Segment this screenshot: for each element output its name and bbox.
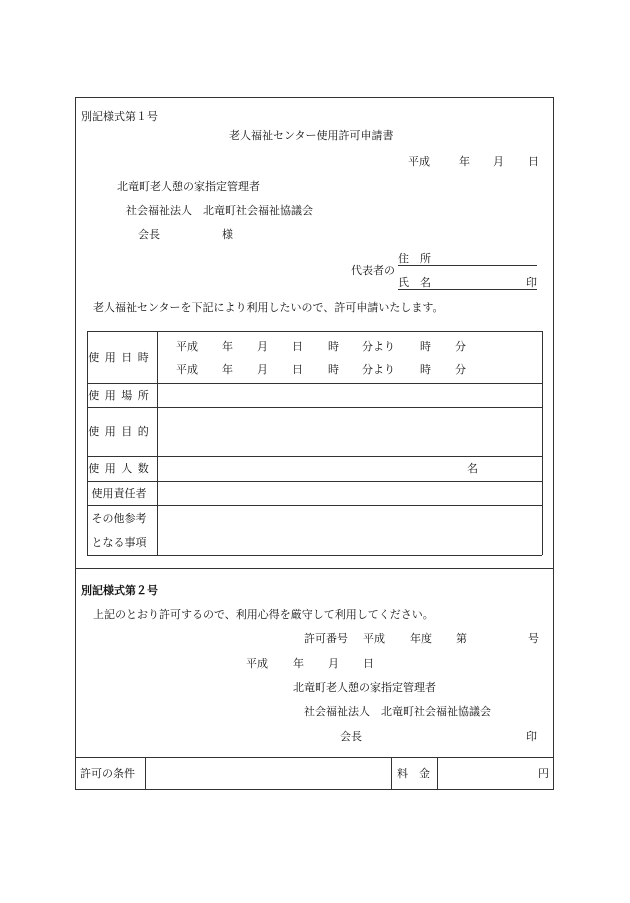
issuer-line-2: 社会福祉法人 北竜町社会福祉協議会 [304, 705, 491, 718]
address-label: 住 所 [398, 252, 431, 265]
fee-label: 料 金 [397, 767, 430, 780]
permit-statement: 上記のとおり許可するので、利用心得を厳守して利用してください。 [93, 608, 434, 621]
responsible-person-label: 使用責任者 [91, 487, 147, 500]
addressee-title: 会長 [138, 228, 160, 241]
usage-count-label: 使 用 人 数 [88, 462, 150, 475]
usage-datetime-label: 使 用 日 時 [88, 351, 150, 364]
section-divider [75, 568, 554, 569]
other-notes-label-1: その他参考 [91, 512, 147, 525]
yen-unit: 円 [538, 767, 549, 780]
name-field-line[interactable] [398, 289, 537, 290]
other-notes-field[interactable] [158, 506, 541, 554]
usage-purpose-field[interactable] [158, 408, 541, 455]
issuer-line-1: 北竜町老人憩の家指定管理者 [293, 681, 436, 694]
representative-label: 代表者の [351, 264, 395, 277]
addressee-line-2: 社会福祉法人 北竜町社会福祉協議会 [126, 204, 313, 217]
usage-place-label: 使 用 場 所 [88, 389, 150, 402]
count-unit: 名 [467, 462, 478, 475]
permit-conditions-field[interactable] [146, 758, 390, 789]
form-number-2: 別記様式第２号 [81, 584, 158, 597]
addressee-line-1: 北竜町老人憩の家指定管理者 [117, 180, 260, 193]
form-number-1: 別記様式第１号 [81, 110, 158, 123]
responsible-person-field[interactable] [158, 482, 541, 504]
fee-field[interactable] [438, 758, 553, 789]
usage-place-field[interactable] [158, 384, 541, 406]
issuer-title: 会長 [340, 730, 362, 743]
issuer-seal-mark: 印 [526, 730, 537, 743]
permit-conditions-label: 許可の条件 [80, 767, 135, 780]
addressee-honorific: 様 [222, 228, 233, 241]
usage-count-field[interactable] [158, 457, 458, 480]
usage-purpose-label: 使 用 目 的 [88, 425, 150, 438]
other-notes-label-2: となる事項 [91, 536, 147, 549]
name-label: 氏 名 [398, 276, 431, 289]
seal-mark: 印 [526, 276, 537, 289]
address-field-line[interactable] [398, 265, 537, 266]
application-statement: 老人福祉センターを下記により利用したいので、許可申請いたします。 [93, 301, 444, 314]
form-title: 老人福祉センター使用許可申請書 [229, 129, 394, 142]
